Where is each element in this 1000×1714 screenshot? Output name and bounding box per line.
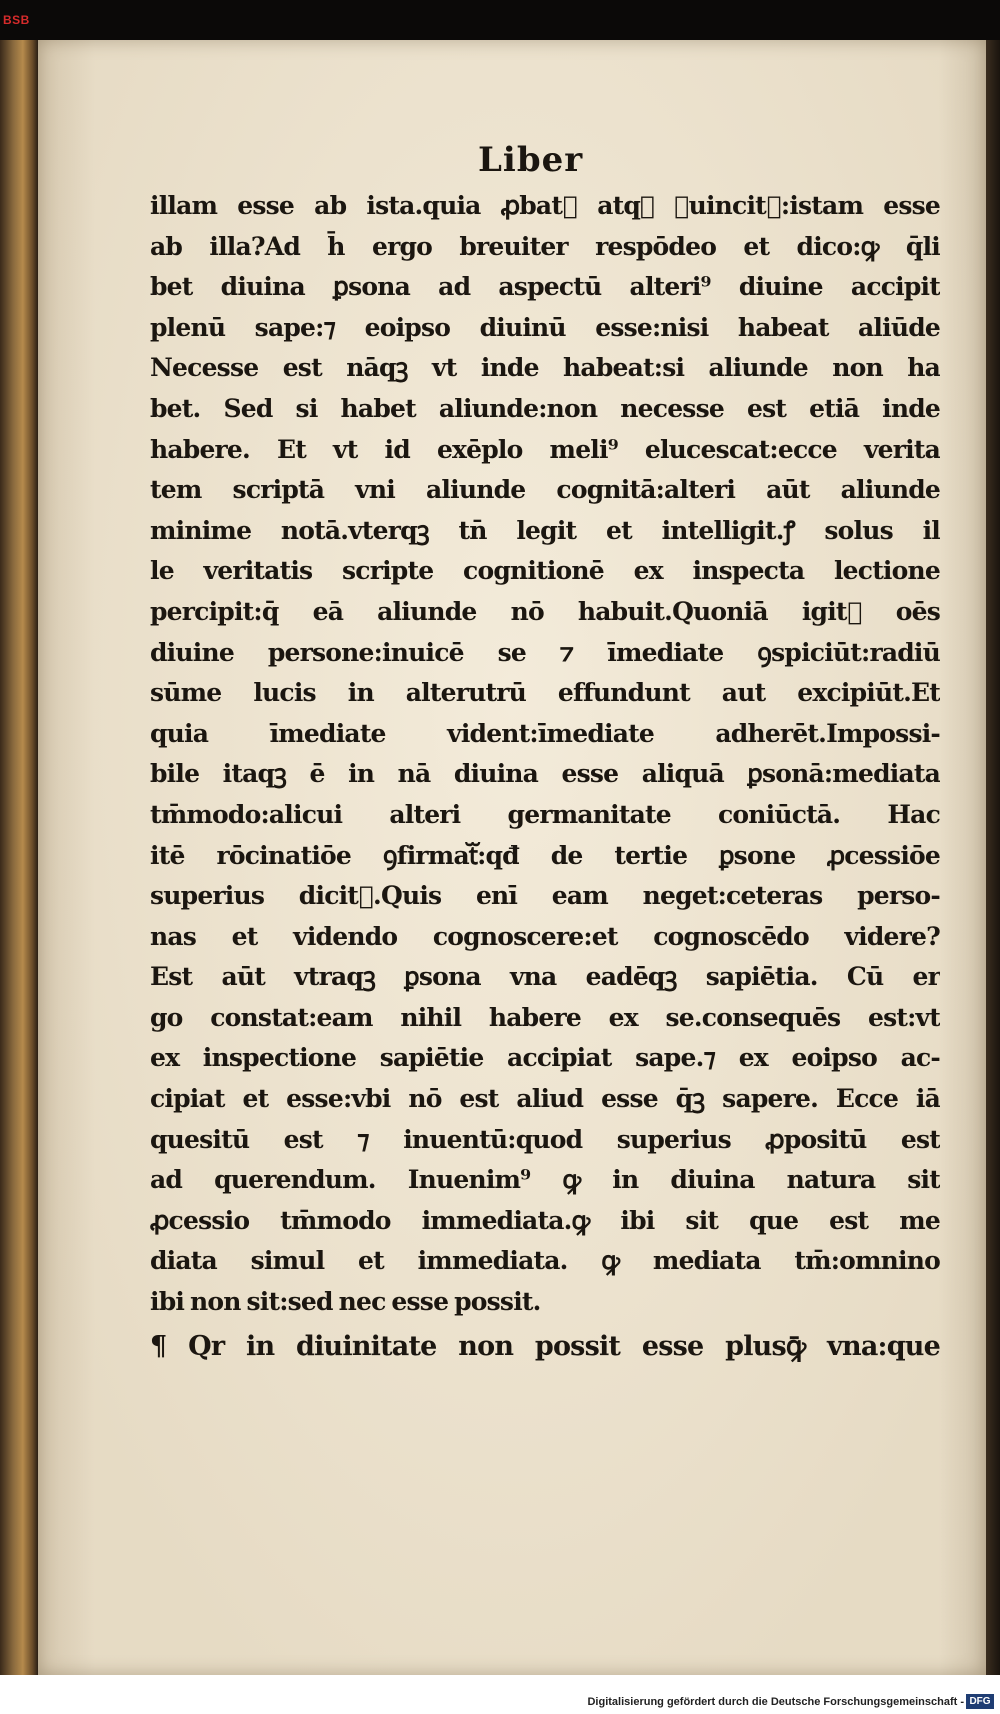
viewer-top-bar (0, 0, 1000, 40)
text-line: ꝓcessio tm̄modo immediata.ꝙ ibi sit que est me (150, 1205, 940, 1235)
text-line: ab illa?Ad h̄ ergo breuiter respōdeo et dico:ꝙ q̄li (150, 231, 940, 261)
text-line: Est aūt vtraqꝫ ꝑsona vna eadēqꝫ sapiētia. Cū er (150, 962, 940, 992)
text-line: bet. Sed si habet aliunde:non necesse est etiā inde (150, 393, 940, 423)
text-line: go constat:eam nihil habere ex se.consequēs est:vt (150, 1002, 940, 1032)
text-line: cipiat et esse:vbi nō est aliud esse q̄ꝫ sapere. Ecce iā (150, 1084, 940, 1114)
book-spine-edge (0, 40, 38, 1675)
text-line: diuine persone:inuicē se ⁊ īmediate ꝯspiciūt:radiū (150, 637, 940, 667)
footer-bar (0, 1675, 1000, 1714)
running-head: Liber (478, 140, 584, 180)
text-line: Necesse est nāqꝫ vt inde habeat:si aliunde non ha (150, 353, 940, 383)
bsb-logo: BSB (3, 13, 30, 27)
text-line: sūme lucis in alterutrū effundunt aut excipiūt.Et (150, 678, 940, 708)
text-line: bile itaqꝫ ē in nā diuina esse aliquā ꝑsonā:mediata (150, 759, 940, 789)
text-line: ad querendum. Inuenim⁹ ꝙ in diuina natura sit (150, 1165, 940, 1195)
text-line: tm̄modo:alicui alteri germanitate coniūctā. Hac (150, 799, 940, 829)
text-line: quesitū est ⁊ inuentū:quod superius ꝓpositū est (150, 1124, 940, 1154)
section-heading-line: ¶ Qr in diuinitate non possit esse plusꝙ̄ vna:que (150, 1330, 940, 1362)
text-line: minime notā.vterqꝫ tn̄ legit et intelligit.ꝭ solus il (150, 515, 940, 545)
text-line: bet diuina ꝑsona ad aspectū alteri⁹ diuine accipit (150, 272, 940, 302)
text-line: ibi non sit:sed nec esse possit. (150, 1287, 541, 1317)
text-line: quia īmediate vident:īmediate adherēt.Impossi- (150, 718, 940, 748)
text-line: percipit:q̄ eā aliunde nō habuit.Quoniā igitᷓ oēs (150, 596, 940, 626)
text-line: habere. Et vt id exēplo meli⁹ elucescat:ecce verita (150, 434, 940, 464)
text-line: plenū sape:⁊ eoipso diuinū esse:nisi habeat aliūde (150, 312, 940, 342)
text-line: nas et videndo cognoscere:et cognoscēdo videre? (150, 921, 940, 951)
page-right-edge (986, 40, 1000, 1675)
text-line: ex inspectione sapiētie accipiat sape.⁊ ex eoipso ac- (150, 1043, 940, 1073)
funding-credit: Digitalisierung gefördert durch die Deutsche Forschungsgemeinschaft - (587, 1696, 964, 1708)
text-line: diata simul et immediata. ꝙ mediata tm̄:omnino (150, 1246, 940, 1276)
text-line: illam esse ab ista.quia ꝓbatᷓ atqꝫ ꝯuincitᷓ:istam esse (150, 191, 940, 220)
text-line: superius dicitᷓ.Quis enī eam neget:ceteras perso- (150, 881, 940, 911)
text-line: tem scriptā vni aliunde cognitā:alteri aūt aliunde (150, 475, 940, 505)
main-text-block (150, 186, 940, 1367)
text-line: itē rōcinatiōe ꝯfirmatᷓ:qđ de tertie ꝑsone ꝓcessiōe (150, 840, 940, 870)
text-line: le veritatis scripte cognitionē ex inspecta lectione (150, 556, 940, 586)
dfg-logo: DFG (966, 1694, 994, 1709)
